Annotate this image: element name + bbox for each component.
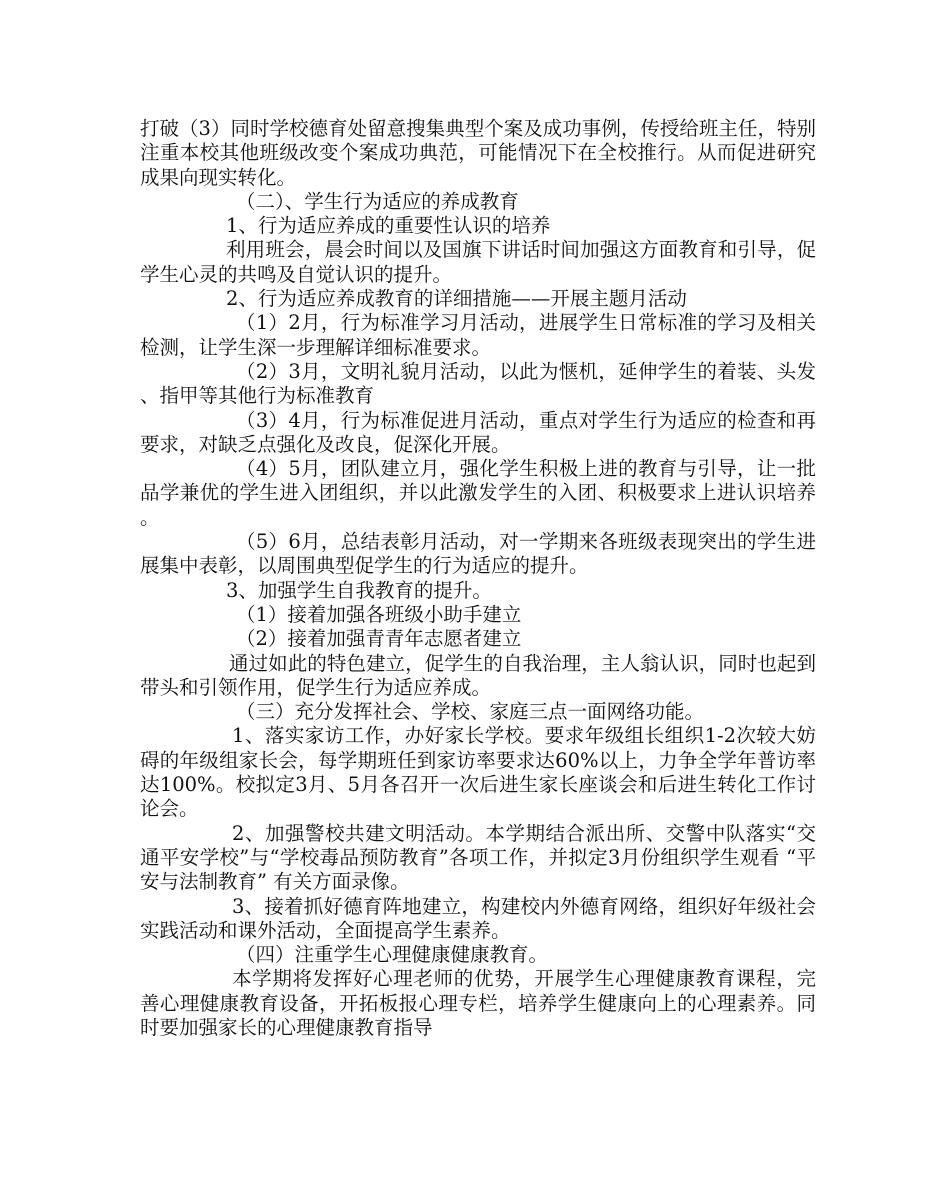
subheading-importance: 1、行为适应养成的重要性认识的培养: [226, 214, 551, 238]
list-item-march: （2）3月，文明礼貌月活动，以此为惬机，延伸学生的着装、头发、指甲等其他行为标准教育: [140, 359, 816, 408]
paragraph-class-meeting: 利用班会，晨会时间以及国旗下讲话时间加强这方面教育和引导，促学生心灵的共鸣及自觉认识的提升。: [140, 238, 816, 286]
section-heading-two: （二）、学生行为适应的养成教育: [236, 189, 519, 213]
list-item-helpers: （1）接着加强各班级小助手建立: [236, 602, 522, 626]
paragraph-intro: 打破（3）同时学校德育处留意搜集典型个案及成功事例，传授给班主任，特别注重本校其他班级改变个案成功典范，可能情况下在全校推行。从而促进研究成果向现实转化。: [140, 117, 816, 189]
paragraph-home-visits: 1、落实家访工作，办好家长学校。要求年级组长组织1-2次较大妨碍的年级组家长会，每学期班任到家访率要求达60%以上，力争全学年普访率达100%。校拟定3月、5月各召开一次后进生家长座谈会和后进生转化工作讨论会。: [140, 724, 816, 821]
list-item-june: （5）6月，总结表彰月活动，对一学期来各班级表现突出的学生进展集中表彰，以周围典型促学生的行为适应的提升。: [140, 530, 816, 578]
paragraph-police-school: 2、加强警校共建文明活动。本学期结合派出所、交警中队落实“交通平安学校”与“学校毒品预防教育”各项工作，并拟定3月份组织学生观看 “平安与法制教育” 有关方面录像。: [140, 821, 816, 894]
list-item-volunteers: （2）接着加强青青年志愿者建立: [236, 627, 522, 651]
list-item-may: （4）5月，团队建立月，强化学生积极上进的教育与引导，让一批品学兼优的学生进入团组织，并以此激发学生的入团、积极要求上进认识培养。: [140, 457, 816, 529]
paragraph-moral-base: 3、接着抓好德育阵地建立，构建校内外德育网络，组织好年级社会实践活动和课外活动，全面提高学生素养。: [140, 894, 816, 942]
body-text: [140, 117, 816, 1040]
list-item-february: （1）2月，行为标准学习月活动，进展学生日常标准的学习及相关检测，让学生深一步理解详细标准要求。: [140, 311, 816, 359]
paragraph-psychology: 本学期将发挥好心理老师的优势，开展学生心理健康教育课程，完善心理健康教育设备，开拓板报心理专栏，培养学生健康向上的心理素养。同时要加强家长的心理健康教育指导: [140, 967, 816, 1039]
section-heading-three: （三）充分发挥社会、学校、家庭三点一面网络功能。: [236, 700, 705, 724]
paragraph-self-management: 通过如此的特色建立，促学生的自我治理，主人翁认识，同时也起到带头和引领作用，促学生行为适应养成。: [140, 651, 816, 699]
section-heading-four: （四）注重学生心理健康健康教育。: [236, 943, 549, 967]
list-item-april: （3）4月，行为标准促进月活动，重点对学生行为适应的检查和再要求，对缺乏点强化及改良，促深化开展。: [140, 408, 816, 456]
subheading-self-education: 3、加强学生自我教育的提升。: [226, 578, 492, 602]
subheading-measures: 2、行为适应养成教育的详细措施——开展主题月活动: [226, 287, 687, 311]
